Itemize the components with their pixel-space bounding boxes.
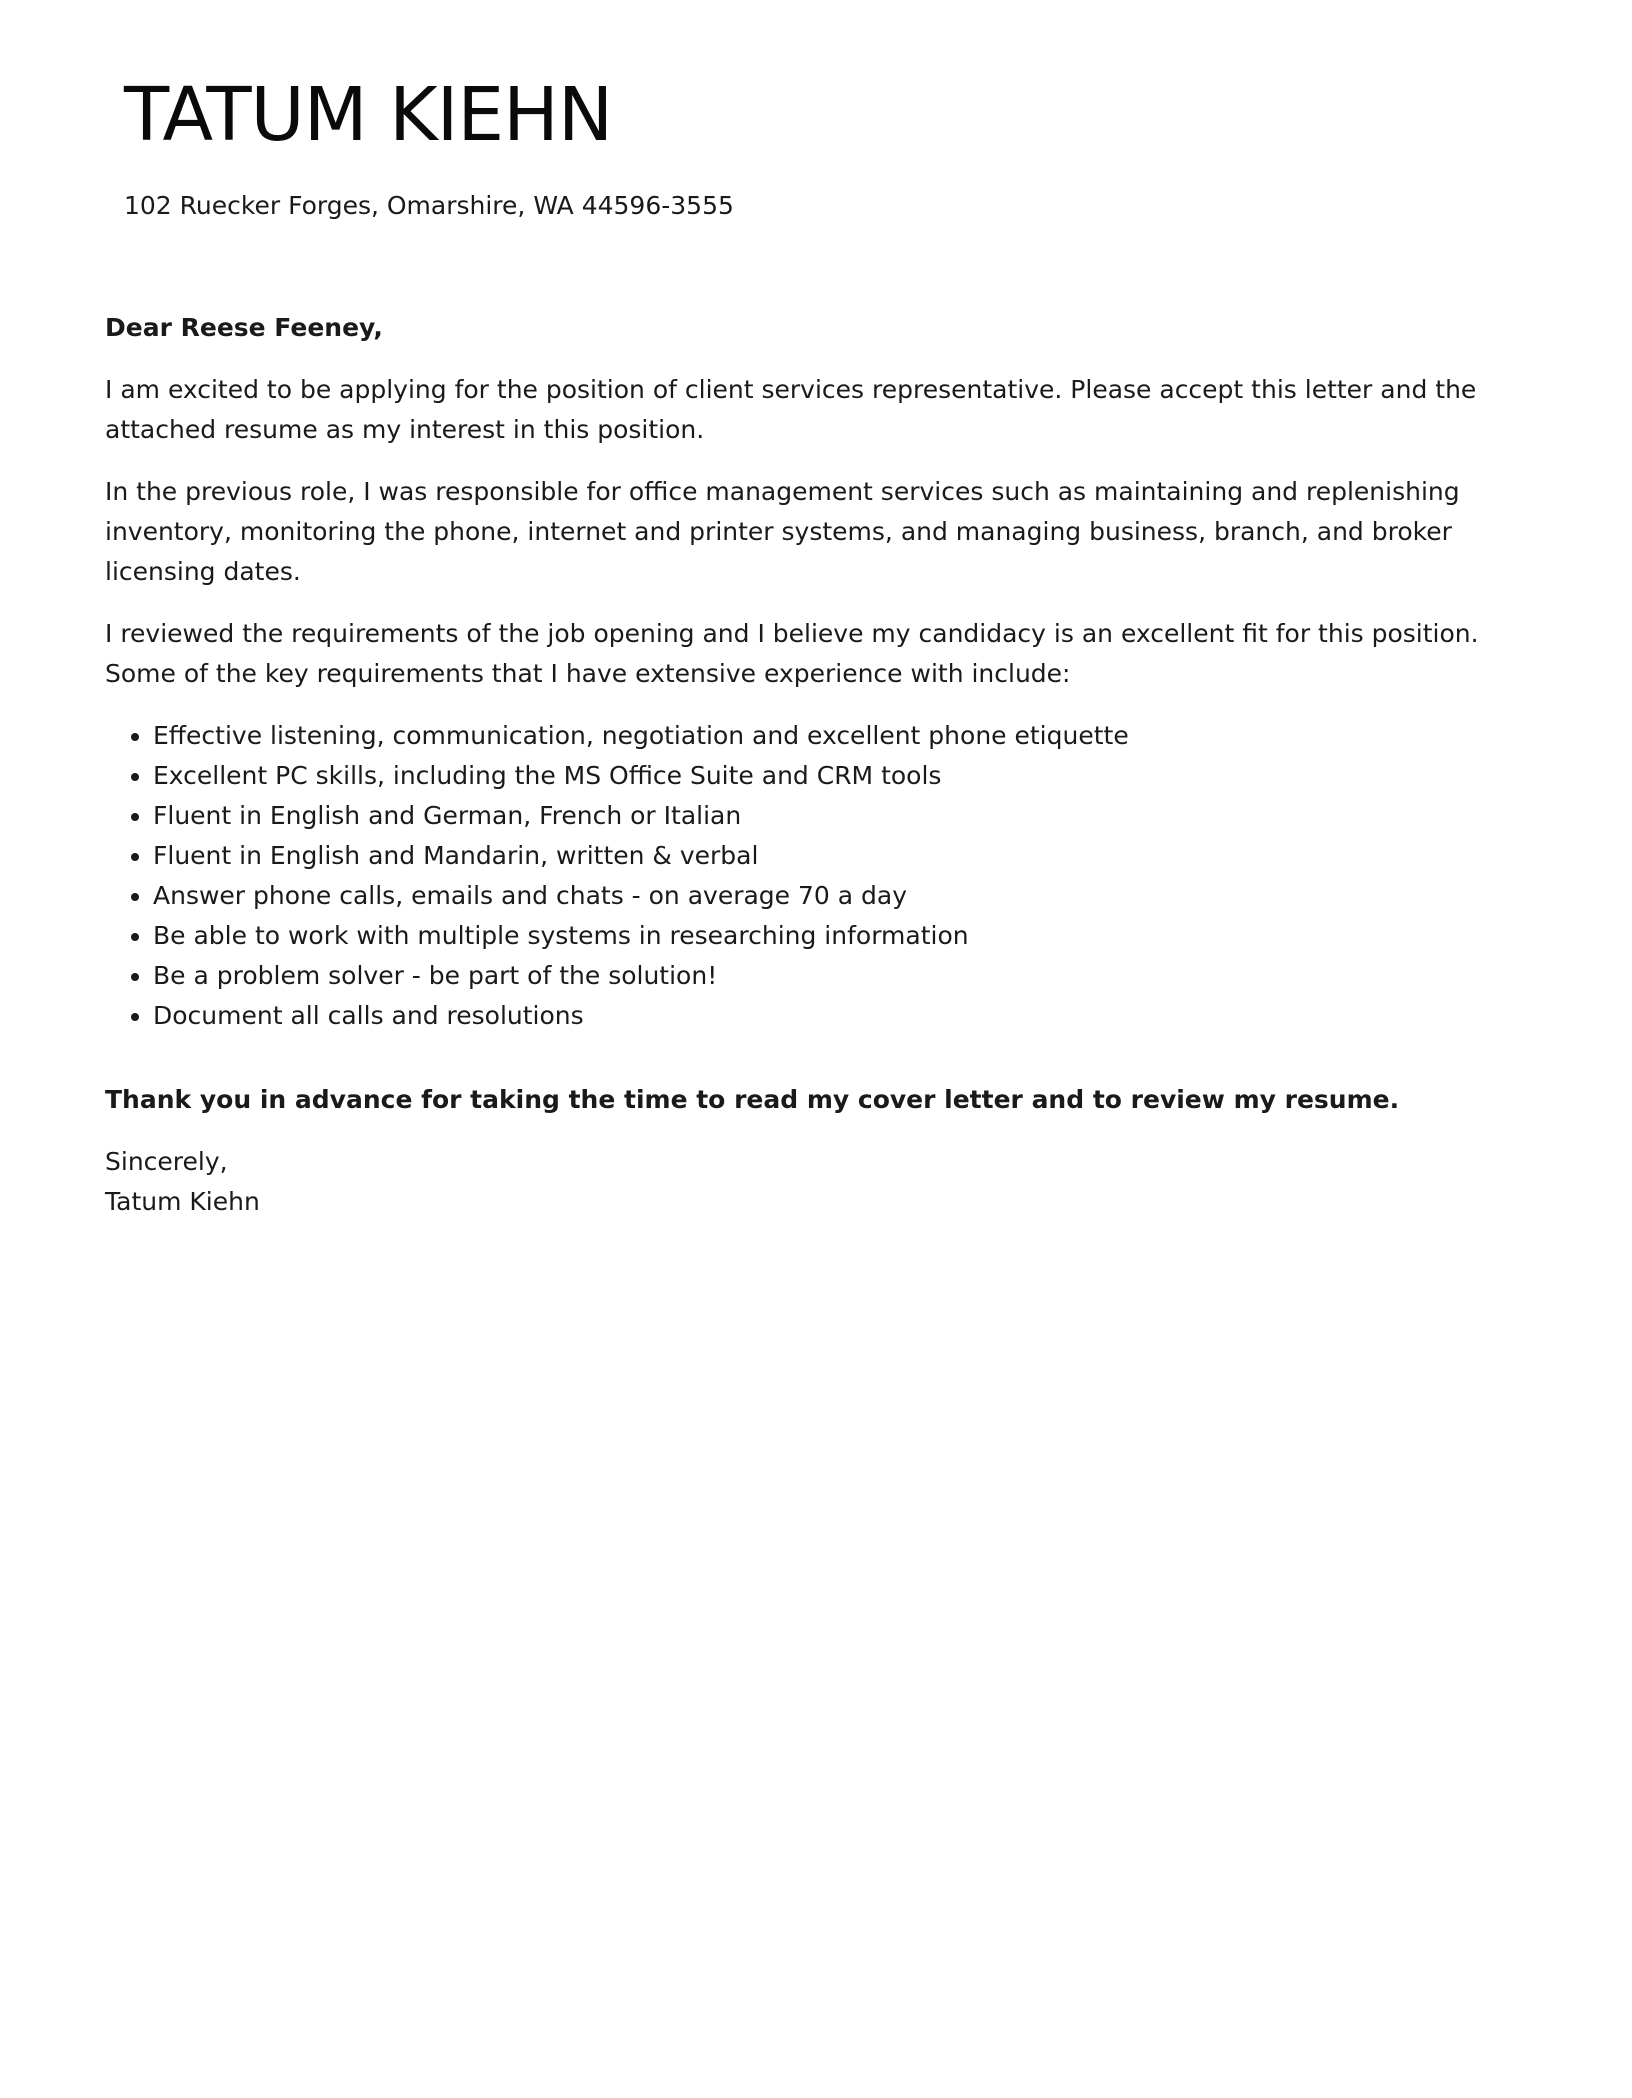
closing-statement: Thank you in advance for taking the time to read my cover letter and to review my resume. <box>105 1085 1400 1114</box>
applicant-name: TATUM KIEHN <box>124 72 613 158</box>
signoff: Sincerely, <box>105 1147 228 1176</box>
applicant-address: 102 Ruecker Forges, Omarshire, WA 44596-3555 <box>124 191 734 220</box>
letter-header <box>124 70 734 222</box>
requirements-paragraph: I reviewed the requirements of the job opening and I believe my candidacy is an excellent fit for this position. Some of the key requirements that I have extensive experience with include: <box>105 619 1479 688</box>
letter-body <box>105 308 1545 1222</box>
list-item: • Fluent in English and German, French or Italian <box>153 796 1545 836</box>
list-item: • Fluent in English and Mandarin, written & verbal <box>153 836 1545 876</box>
requirements-list <box>105 716 1545 1036</box>
list-item: • Effective listening, communication, negotiation and excellent phone etiquette <box>153 716 1545 756</box>
salutation: Dear Reese Feeney, <box>105 313 383 342</box>
list-item: • Be able to work with multiple systems in researching information <box>153 916 1545 956</box>
experience-paragraph: In the previous role, I was responsible for office management services such as maintaining and replenishing inventory, monitoring the phone, internet and printer systems, and managing business, branch, and broker licensing dates. <box>105 477 1460 586</box>
list-item: • Answer phone calls, emails and chats - on average 70 a day <box>153 876 1545 916</box>
list-item: • Excellent PC skills, including the MS Office Suite and CRM tools <box>153 756 1545 796</box>
list-item: • Document all calls and resolutions <box>153 996 1545 1036</box>
intro-paragraph: I am excited to be applying for the position of client services representative. Please accept this letter and the attached resume as my interest in this position. <box>105 375 1477 444</box>
list-item: • Be a problem solver - be part of the solution! <box>153 956 1545 996</box>
signature-name: Tatum Kiehn <box>105 1187 260 1216</box>
